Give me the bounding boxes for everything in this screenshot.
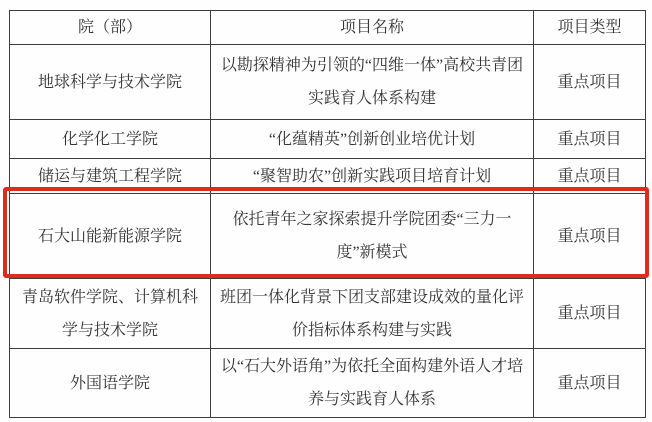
table-row: [10, 159, 646, 194]
table-header-row: [10, 11, 646, 45]
table-row: [10, 45, 646, 120]
cell-college: 青岛软件学院、计算机科学与技术学院: [10, 279, 211, 349]
cell-college: 外国语学院: [10, 349, 211, 418]
table-row: [10, 279, 646, 349]
cell-project: “化蕴精英”创新创业培优计划: [211, 120, 534, 159]
cell-type: 重点项目: [534, 45, 646, 120]
col-header-project-type: 项目类型: [534, 11, 646, 45]
cell-project: 班团一体化背景下团支部建设成效的量化评价指标体系构建与实践: [211, 279, 534, 349]
table-row-highlighted: [10, 194, 646, 279]
cell-type: 重点项目: [534, 349, 646, 418]
project-table: [9, 10, 646, 418]
col-header-project-name: 项目名称: [211, 11, 534, 45]
table-row: [10, 349, 646, 418]
cell-type: 重点项目: [534, 279, 646, 349]
cell-project: 以勘探精神为引领的“四维一体”高校共青团实践育人体系构建: [211, 45, 534, 120]
cell-type: 重点项目: [534, 194, 646, 279]
cell-type: 重点项目: [534, 159, 646, 194]
cell-college: 石大山能新能源学院: [10, 194, 211, 279]
cell-type: 重点项目: [534, 120, 646, 159]
cell-college: 地球科学与技术学院: [10, 45, 211, 120]
col-header-department: 院（部）: [10, 11, 211, 45]
cell-college: 储运与建筑工程学院: [10, 159, 211, 194]
table-row: [10, 120, 646, 159]
cell-college: 化学化工学院: [10, 120, 211, 159]
cell-project: 以“石大外语角”为依托全面构建外语人才培养与实践育人体系: [211, 349, 534, 418]
cell-project: 依托青年之家探索提升学院团委“三力一度”新模式: [211, 194, 534, 279]
cell-project: “聚智助农”创新实践项目培育计划: [211, 159, 534, 194]
